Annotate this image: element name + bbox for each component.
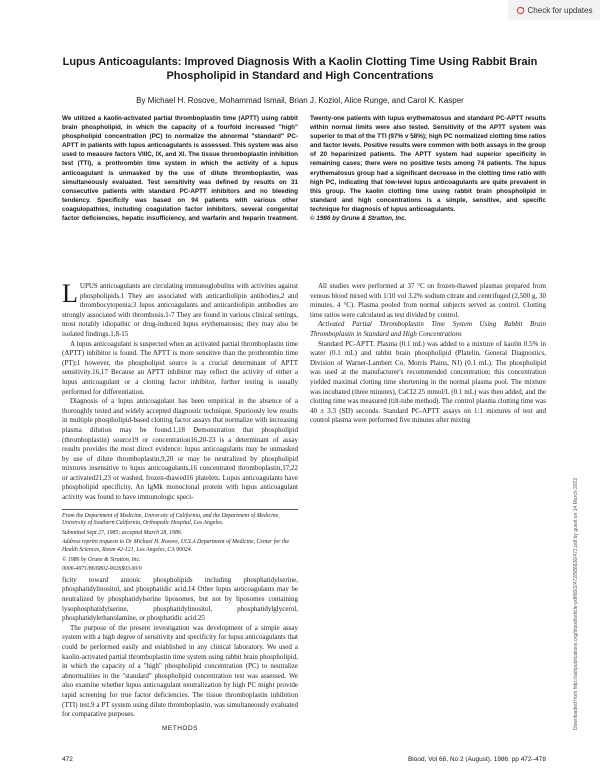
first-page-footnote <box>62 509 298 574</box>
abstract-text: We utilized a kaolin-activated partial thromboplastin time (APTT) using rabbit brain phospholipid, in which the capacity of a fourfold increased "high" phospholipid concentration (PC) to normalize the abnormal "standard" PC-APTT in patients with lupus anticoagulants is assessed. This system was also used to measure factors VIIIC, IX, and XI. The tissue thromboplastin inhibition test (TTI), a prothrombin time system in which the activity of a lupus anticoagulant is unmasked by the use of dilute thromboplastin, was simultaneously evaluated. Test sensitivity was defined by results on 31 consecutive patients with standard PC-APTT inhibitors and no bleeding tendency. Specificity was based on 94 patients with various other coagulopathies, including coagulation factor inhibitors, several congenital factor deficiencies, hepatic insufficiency, and warfarin and heparin treatment. Twenty-one patients with lupus erythematosus and standard PC-APTT results within normal limits were also tested. Sensitivity of the APTT system was superior to that of the TTI (97% v 58%); high PC normalized clotting time ratios and factor levels. Positive results were common with both assays in the group of 20 heparinized patients. The APTT system had superior specificity in remaining cases; there were no positive tests among 74 patients. The lupus erythematosus group had a significant decrease in the clotting time ratio with high PC, indicating that low-level lupus anticoagulants are quite prevalent in this group. The kaolin clotting time using rabbit brain phospholipid in standard and high concentrations is a simple, sensitive, and specific technique for diagnosis of lupus anticoagulants. <box>62 115 546 223</box>
article-title: Lupus Anticoagulants: Improved Diagnosis With a Kaolin Clotting Time Using Rabbit Brain Phospholipid in Standard and High Concentrations <box>62 56 538 82</box>
journal-citation: Blood, Vol 68, No 2 (August), 1986: pp 472–478 <box>407 756 546 763</box>
download-watermark: Downloaded from http://ashpublications.org/blood/article-pdf/68/2/472/588826/472.pdf by guest on 14 March 2022 <box>573 477 579 730</box>
footnote-copyright: © 1986 by Grune & Stratton, Inc. <box>62 556 141 563</box>
footnote-issn: 0006-4971/86/6802-0026$03.00/0 <box>62 566 142 573</box>
check-for-updates-label: Check for updates <box>527 5 593 15</box>
intro-paragraph-1 <box>62 279 298 340</box>
methods-heading: METHODS <box>162 724 198 732</box>
abstract-copyright: © 1986 by Grune & Stratton, Inc. <box>310 215 407 223</box>
intro-paragraph-3: Diagnosis of a lupus anticoagulant has been empirical in the absence of a thoroughly tested and widely accepted diagnostic technique. Spuriously low results in multiple phospholipid-based clotting factor assays that normalize with increasing plasma dilution may be found.1,18 Demonstration that phospholipid (thromboplastin) source19 or concentration16,20-23 is a determinant of assay results provides the most direct evidence: lupus anticoagulants may be unmasked by use of dilute thromboplastin,9,20 or may be neutralized by phospholipid mixtures insensitive to lupus anticoagulants,16 concentrated thromboplastin,17,22 or activated21,23 or washed, frozen-thawed16 platelets. Lupus anticoagulants have phospholipid specificity. An IgMk monoclonal protein with lupus anticoagulant activity was found to have immunologic speci- <box>62 397 298 502</box>
refresh-icon <box>516 6 525 15</box>
abstract <box>62 114 546 223</box>
intro-paragraph-5: The purpose of the present investigation was development of a simple assay system with a high degree of sensitivity and specificity for lupus anticoagulants that could be performed easily and established in any clinical laboratory. We used a kaolin-activated partial thromboplastin time system using rabbit brain phospholipid, in which the capacity of a "high" phospholipid concentration (PC) to neutralize abnormalities in the "standard" phospholipid concentration test was assessed. We also examine whether lupus anticoagulant neutralization by high PC might provide rapid screening for true factor deficiencies. The tissue thromboplastin inhibition (TTI) test,9 a PT system using dilute thromboplastin, was simultaneously evaluated for comparative purposes. <box>62 623 298 719</box>
intro-paragraph-2: A lupus anticoagulant is suspected when an activated partial thromboplastin time (APTT) inhibitor is found. The APTT is more sensitive than the prothrombin time (PT);1 however, the phospholipid source is a crucial determinant of APTT sensitivity.16,17 Because an APTT inhibitor may reflect the activity of either a lupus anticoagulant or a clotting factor inhibitor, further testing is usually performed for differentiation. <box>62 339 298 396</box>
methods-paragraph-2: Standard PC-APTT. Plasma (0.1 mL) was added to a mixture of kaolin 0.5% in water (0.1 mL) and rabbit brain phospholipid (Platelin, General Diagnostics, Division of Warner-Lambert Co, Morris Plains, NJ) (0.1 mL). The phospholipid was used at the manufacturer's recommended concentration; this concentration yielded maximal clotting time shortening in the normal plasma pool. The mixture was incubated (three minutes), CaCl2 25 mmol/L (0.1 mL) was then added, and the clotting time was measured (tilt-tube method). The control plasma clotting time was 40 ± 3.3 (SD) seconds. Standard PC-APTT assays on 1:1 mixtures of test and control plasma were performed five minutes after mixing <box>310 339 546 425</box>
intro-paragraph-1-text: UPUS anticoagulants are circulating immunoglobulins with activities against phospholipids.1 They are associated with anticardiolipin antibodies,2 and thrombocytopenia;3 lupus anticoagulants and anticardiolipin antibodies are strongly associated with thrombosis.1-7 They are found in various clinical settings, most notably idiopathic or drug-induced lupus erythematosus; they may also be isolated findings.1,8-15 <box>62 282 298 338</box>
footnote-affiliation: From the Department of Medicine, University of California, and the Department of Medicine, University of Southern California, Orthopedic Hospital, Los Angeles. <box>62 512 280 527</box>
drop-cap: L <box>62 279 78 308</box>
methods-subheading: Activated Partial Thromboplastin Time System Using Rabbit Brain Thromboplastin in Standard and High Concentrations <box>310 320 546 338</box>
article-body <box>62 279 546 742</box>
page-footer <box>62 756 546 763</box>
footnote-dates: Submitted Sept 27, 1985; accepted March 28, 1986. <box>62 529 183 536</box>
page-number: 472 <box>62 756 73 763</box>
methods-paragraph-1: All studies were performed at 37 °C on frozen-thawed plasmas prepared from venous blood mixed with 1/10 vol 3.2% sodium citrate and centrifuged (2,500 g, 30 minutes, 4 °C). Plasma pooled from normal subjects served as control. Clotting time ratios were calculated as test divided by control. <box>310 282 546 319</box>
check-for-updates-badge[interactable] <box>508 0 600 20</box>
footnote-address: Address reprint requests to Dr Michael H. Rosove, UCLA Department of Medicine, Center for the Health Sciences, Room 42-121, Los Angeles, CA 90024. <box>62 539 290 554</box>
author-list: By Michael H. Rosove, Mohammad Ismail, Brian J. Koziol, Alice Runge, and Carol K. Kasper <box>136 96 464 105</box>
intro-paragraph-4: ficity toward anionic phospholipids including phosphatidylserine, phosphatidylinositol, and phosphatidic acid.14 Other lupus anticoagulants may be neutralized by phosphatidylserine liposomes, but not by liposomes containing lysophosphatidylserine, phosphatidylinositol, phosphatidylglycerol, phosphatidylethanolamine, or phosphatidic acid.25 <box>62 575 298 623</box>
